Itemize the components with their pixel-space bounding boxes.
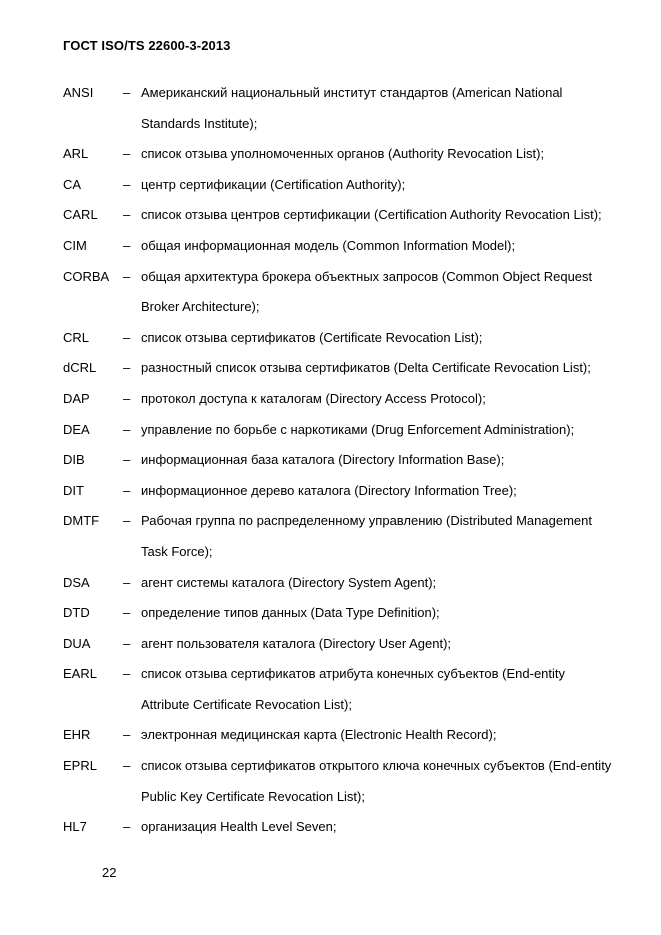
abbreviation-definition: общая архитектура брокера объектных запросов (Common Object Request Broker Architecture); bbox=[141, 268, 593, 315]
dash-separator: – bbox=[123, 85, 131, 100]
abbreviation-definition: агент системы каталога (Directory System Agent); bbox=[141, 574, 437, 590]
dash-separator: – bbox=[123, 574, 131, 590]
dash-separator: – bbox=[123, 146, 131, 162]
abbreviation-definition: список отзыва сертификатов открытого ключа конечных субъектов (End-entity Public Key Certificate Revocation List); bbox=[141, 758, 612, 804]
dash-separator: – bbox=[123, 666, 131, 682]
dash-separator: – bbox=[123, 482, 131, 498]
abbreviation-definition: список отзыва сертификатов атрибута конечных субъектов (End-entity Attribute Certificate Revocation List); bbox=[141, 666, 566, 712]
dash-separator: – bbox=[123, 176, 131, 192]
dash-separator: – bbox=[123, 360, 131, 376]
abbreviation-definition: список отзыва уполномоченных органов (Authority Revocation List); bbox=[141, 146, 545, 162]
dash-separator: – bbox=[123, 390, 131, 406]
abbreviation-entry bbox=[63, 598, 638, 629]
abbreviation-entry bbox=[63, 568, 638, 599]
abbreviation-term: CARL bbox=[63, 207, 98, 223]
abbreviation-entry bbox=[63, 384, 638, 415]
abbreviation-entry bbox=[63, 231, 638, 262]
abbreviation-definition: организация Health Level Seven; bbox=[141, 819, 337, 835]
abbreviation-definition: список отзыва центров сертификации (Certification Authority Revocation List); bbox=[141, 207, 602, 223]
dash-separator: – bbox=[123, 513, 131, 529]
abbreviation-definition: агент пользователя каталога (Directory User Agent); bbox=[141, 635, 452, 651]
abbreviation-definition: общая информационная модель (Common Information Model); bbox=[141, 237, 516, 253]
abbreviation-entry bbox=[63, 812, 638, 843]
document-header: ГОСТ ISO/TS 22600-3-2013 bbox=[63, 38, 231, 53]
abbreviation-definition: протокол доступа к каталогам (Directory Access Protocol); bbox=[141, 390, 486, 406]
abbreviation-term: DUA bbox=[63, 635, 91, 651]
abbreviation-term: ARL bbox=[63, 146, 89, 162]
abbreviation-term: DEA bbox=[63, 421, 90, 437]
abbreviation-entry bbox=[63, 415, 638, 446]
abbreviation-entry bbox=[63, 506, 638, 567]
abbreviation-term: CA bbox=[63, 176, 82, 192]
abbreviation-term: DIB bbox=[63, 452, 85, 468]
dash-separator: – bbox=[123, 635, 131, 651]
dash-separator: – bbox=[123, 727, 131, 743]
dash-separator: – bbox=[123, 237, 131, 253]
abbreviation-term: CIM bbox=[63, 237, 87, 253]
abbreviation-definition: управление по борьбе с наркотиками (Drug Enforcement Administration); bbox=[141, 421, 575, 437]
abbreviation-term: DAP bbox=[63, 390, 90, 406]
abbreviation-definition: информационная база каталога (Directory Information Base); bbox=[141, 452, 505, 468]
abbreviation-entry bbox=[63, 200, 638, 231]
abbreviation-term: DTD bbox=[63, 605, 90, 621]
abbreviation-term: EARL bbox=[63, 666, 97, 682]
abbreviation-entry bbox=[63, 629, 638, 660]
dash-separator: – bbox=[123, 207, 131, 223]
abbreviation-entry bbox=[63, 78, 638, 139]
abbreviation-entry bbox=[63, 659, 638, 720]
dash-separator: – bbox=[123, 758, 131, 774]
abbreviation-definition: список отзыва сертификатов (Certificate Revocation List); bbox=[141, 329, 483, 345]
abbreviation-term: DMTF bbox=[63, 513, 100, 529]
abbreviation-term: DSA bbox=[63, 574, 90, 590]
abbreviation-definition: информационное дерево каталога (Directory Information Tree); bbox=[141, 482, 517, 498]
abbreviation-entry bbox=[63, 139, 638, 170]
abbreviation-term: EHR bbox=[63, 727, 91, 743]
abbreviation-definition: центр сертификации (Certification Authority); bbox=[141, 176, 406, 192]
abbreviation-definition: определение типов данных (Data Type Definition); bbox=[141, 605, 440, 621]
abbreviation-entry bbox=[63, 751, 638, 812]
abbreviation-term: dCRL bbox=[63, 360, 97, 376]
abbreviation-entry bbox=[63, 476, 638, 507]
abbreviation-term: HL7 bbox=[63, 819, 87, 835]
abbreviation-entry bbox=[63, 720, 638, 751]
dash-separator: – bbox=[123, 268, 131, 284]
page-number: 22 bbox=[102, 865, 117, 880]
dash-separator: – bbox=[123, 819, 131, 835]
abbreviation-entry bbox=[63, 353, 638, 384]
abbreviation-term: CRL bbox=[63, 329, 90, 345]
abbreviation-term: ANSI bbox=[63, 85, 94, 100]
abbreviation-definition: Американский национальный институт стандартов (American National Standards Institute); bbox=[141, 85, 563, 131]
abbreviations-list bbox=[63, 78, 638, 843]
abbreviation-entry bbox=[63, 445, 638, 476]
abbreviation-term: DIT bbox=[63, 482, 84, 498]
abbreviation-entry bbox=[63, 170, 638, 201]
dash-separator: – bbox=[123, 329, 131, 345]
abbreviation-term: CORBA bbox=[63, 268, 110, 284]
abbreviation-definition: электронная медицинская карта (Electronic Health Record); bbox=[141, 727, 497, 743]
abbreviation-term: EPRL bbox=[63, 758, 97, 774]
dash-separator: – bbox=[123, 421, 131, 437]
abbreviation-definition: Рабочая группа по распределенному управлению (Distributed Management Task Force); bbox=[141, 513, 592, 559]
dash-separator: – bbox=[123, 605, 131, 621]
abbreviation-entry bbox=[63, 323, 638, 354]
abbreviation-entry bbox=[63, 262, 638, 323]
abbreviation-definition: разностный список отзыва сертификатов (Delta Certificate Revocation List); bbox=[141, 360, 591, 376]
dash-separator: – bbox=[123, 452, 131, 468]
